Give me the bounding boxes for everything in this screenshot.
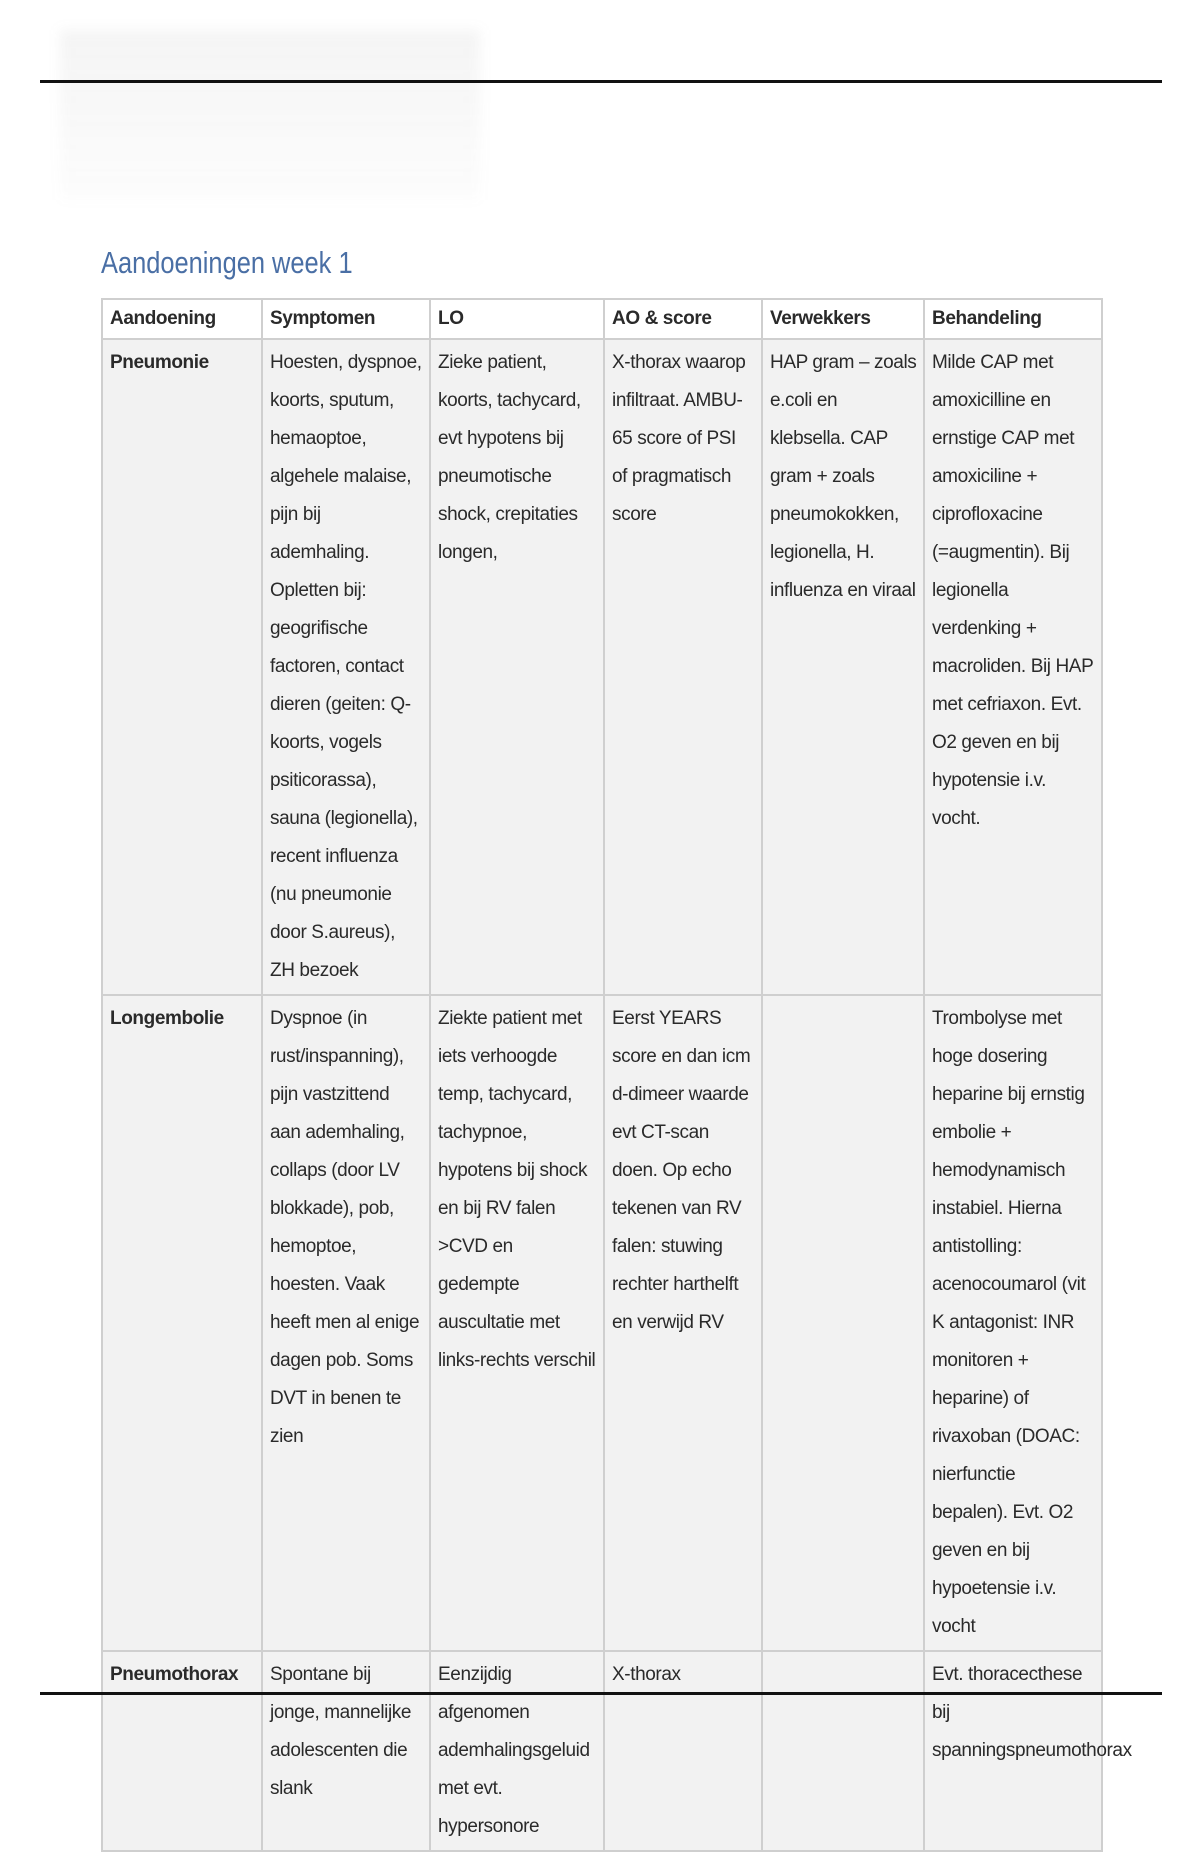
page-heading: Aandoeningen week 1 [101, 245, 353, 280]
cell-lo: Zieke patient, koorts, tachycard, evt hypotens bij pneumotische shock, crepitaties longen, [430, 339, 604, 995]
cell-pathogens [762, 1651, 924, 1851]
cell-treatment: Trombolyse met hoge dosering heparine bij ernstig embolie + hemodynamisch instabiel. Hierna antistolling: acenocoumarol (vit K antagonist: INR monitoren + heparine) of rivaxoban (DOAC: nierfunctie bepalen). Evt. O2 geven en bij hypoetensie i.v. vocht [924, 995, 1102, 1651]
faded-header-artifact [60, 30, 480, 200]
cell-treatment: Milde CAP met amoxicilline en ernstige CAP met amoxiciline + ciprofloxacine (=augmentin). Bij legionella verdenking + macroliden. Bij HAP met cefriaxon. Evt. O2 geven en bij hypotensie i.v. vocht. [924, 339, 1102, 995]
header-ao-score: AO & score [604, 299, 762, 339]
cell-condition: Longembolie [102, 995, 262, 1651]
bottom-divider [40, 1692, 1162, 1695]
cell-treatment: Evt. thoracecthese bij spanningspneumothorax [924, 1651, 1102, 1851]
table-row [102, 1651, 1102, 1851]
header-symptomen: Symptomen [262, 299, 430, 339]
top-divider [40, 80, 1162, 83]
cell-symptoms: Spontane bij jonge, mannelijke adolescenten die slank [262, 1651, 430, 1851]
table-row [102, 339, 1102, 995]
table-header-row [102, 299, 1102, 339]
cell-ao-score: X-thorax waarop infiltraat. AMBU-65 score of PSI of pragmatisch score [604, 339, 762, 995]
table-row [102, 995, 1102, 1651]
cell-pathogens: HAP gram – zoals e.coli en klebsella. CAP gram + zoals pneumokokken, legionella, H. influenza en viraal [762, 339, 924, 995]
cell-lo: Eenzijdig afgenomen ademhalingsgeluid met evt. hypersonore [430, 1651, 604, 1851]
cell-lo: Ziekte patient met iets verhoogde temp, tachycard, tachypnoe, hypotens bij shock en bij RV falen >CVD en gedempte auscultatie met links-rechts verschil [430, 995, 604, 1651]
cell-ao-score: X-thorax [604, 1651, 762, 1851]
header-behandeling: Behandeling [924, 299, 1102, 339]
cell-symptoms: Hoesten, dyspnoe, koorts, sputum, hemaoptoe, algehele malaise, pijn bij ademhaling. Opletten bij: geogrifische factoren, contact dieren (geiten: Q-koorts, vogels psiticorassa), sauna (legionella), recent influenza (nu pneumonie door S.aureus), ZH bezoek [262, 339, 430, 995]
header-aandoening: Aandoening [102, 299, 262, 339]
cell-symptoms: Dyspnoe (in rust/inspanning), pijn vastzittend aan ademhaling, collaps (door LV blokkade), pob, hemoptoe, hoesten. Vaak heeft men al enige dagen pob. Soms DVT in benen te zien [262, 995, 430, 1651]
header-lo: LO [430, 299, 604, 339]
cell-ao-score: Eerst YEARS score en dan icm d-dimeer waarde evt CT-scan doen. Op echo tekenen van RV falen: stuwing rechter harthelft en verwijd RV [604, 995, 762, 1651]
header-verwekkers: Verwekkers [762, 299, 924, 339]
cell-pathogens [762, 995, 924, 1651]
conditions-table [101, 298, 1132, 1852]
cell-condition: Pneumonie [102, 339, 262, 995]
cell-condition: Pneumothorax [102, 1651, 262, 1851]
